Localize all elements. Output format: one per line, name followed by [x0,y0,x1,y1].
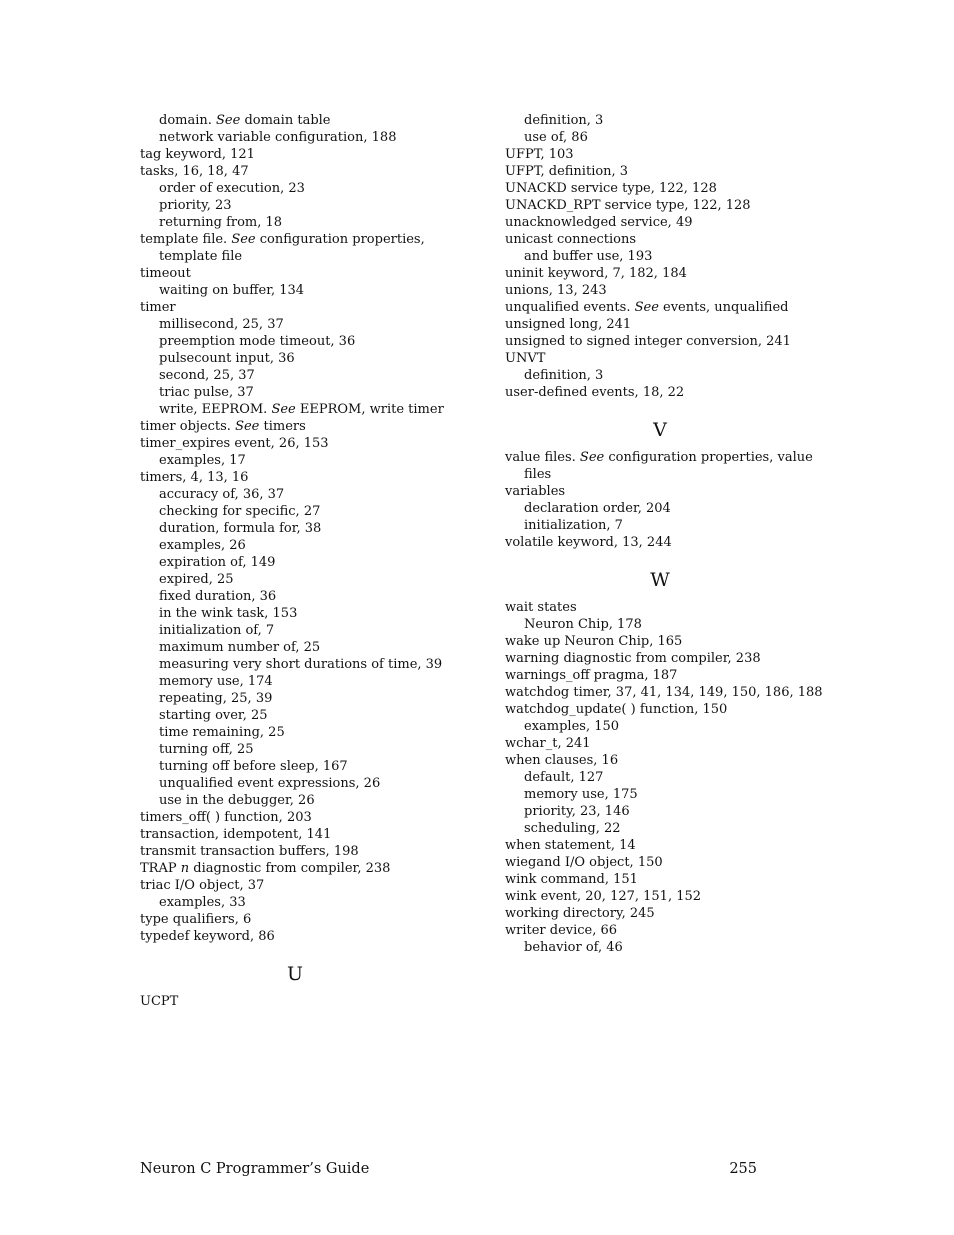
index-subentry: waiting on buffer, 134 [159,283,305,298]
entry-text: domain table [240,113,331,128]
see-reference: See [231,232,256,247]
entry-text: template file. [140,232,232,247]
index-subentry: millisecond, 25, 37 [159,317,284,332]
index-entry: timer [140,300,176,315]
footer-page-number: 255 [729,1161,757,1177]
index-subentry: use of, 86 [524,130,588,145]
index-entry: when clauses, 16 [505,753,619,768]
index-entry: wink command, 151 [505,872,638,887]
entry-text: TRAP [140,861,181,876]
index-entry: uninit keyword, 7, 182, 184 [505,266,687,281]
index-entry: wake up Neuron Chip, 165 [505,634,683,649]
index-subentry: default, 127 [524,770,604,785]
index-entry: UFPT, definition, 3 [505,164,629,179]
section-letter: V [653,419,667,441]
index-subentry: measuring very short durations of time, 39 [159,657,443,672]
index-subentry: returning from, 18 [159,215,283,230]
index-entry: timers, 4, 13, 16 [140,470,249,485]
index-entry: triac I/O object, 37 [140,878,265,893]
index-entry: UFPT, 103 [505,147,574,162]
index-column-left [140,112,470,1010]
index-subentry: checking for specific, 27 [159,504,321,519]
index-subentry: fixed duration, 36 [159,589,277,604]
index-subentry: definition, 3 [524,368,604,383]
index-entry [140,418,470,435]
index-column-right [505,112,845,956]
index-subentry: triac pulse, 37 [159,385,254,400]
index-subentry: use in the debugger, 26 [159,793,315,808]
index-subentry: repeating, 25, 39 [159,691,273,706]
index-subentry: turning off, 25 [159,742,254,757]
index-subentry: time remaining, 25 [159,725,285,740]
index-subentry: duration, formula for, 38 [159,521,322,536]
index-subentry: priority, 23, 146 [524,804,630,819]
index-entry: transaction, idempotent, 141 [140,827,332,842]
see-reference: See [271,402,296,417]
index-subentry: declaration order, 204 [524,501,671,516]
index-entry: writer device, 66 [505,923,618,938]
index-subentry: memory use, 174 [159,674,273,689]
index-entry: wiegand I/O object, 150 [505,855,663,870]
see-reference: See [216,113,241,128]
index-entry: wait states [505,600,577,615]
index-subentry: pulsecount input, 36 [159,351,295,366]
index-subentry: Neuron Chip, 178 [524,617,642,632]
entry-text: diagnostic from compiler, 238 [189,861,391,876]
index-entry: volatile keyword, 13, 244 [505,535,672,550]
see-reference: See [579,450,605,465]
index-entry: unsigned to signed integer conversion, 241 [505,334,791,349]
index-entry: UNACKD service type, 122, 128 [505,181,717,196]
index-entry: transmit transaction buffers, 198 [140,844,359,859]
index-entry [505,449,845,466]
index-subentry: initialization of, 7 [159,623,275,638]
entry-text: configuration properties, value [604,450,813,465]
index-subentry: order of execution, 23 [159,181,305,196]
index-entry: type qualifiers, 6 [140,912,252,927]
footer-book-title: Neuron C Programmer’s Guide [140,1161,370,1177]
index-subentry: examples, 26 [159,538,246,553]
entry-text: events, unqualified [658,300,789,315]
index-entry [140,231,470,248]
index-subentry: template file [159,249,243,264]
index-entry: UNVT [505,351,546,366]
section-letter: W [650,569,670,591]
index-entry: unsigned long, 241 [505,317,632,332]
index-entry: when statement, 14 [505,838,636,853]
index-entry: unicast connections [505,232,637,247]
index-entry: variables [505,484,566,499]
index-entry: timer_expires event, 26, 153 [140,436,329,451]
index-subentry: and buffer use, 193 [524,249,653,264]
index-entry: warning diagnostic from compiler, 238 [505,651,761,666]
index-entry: UCPT [140,994,179,1009]
index-subentry: scheduling, 22 [524,821,621,836]
section-letter: U [286,963,303,985]
entry-text: domain. [159,113,217,128]
index-subentry: in the wink task, 153 [159,606,298,621]
index-subentry: examples, 150 [524,719,620,734]
index-entry [505,299,845,316]
index-entry: watchdog timer, 37, 41, 134, 149, 150, 186, 188 [505,685,823,700]
index-subentry: starting over, 25 [159,708,268,723]
index-entry: typedef keyword, 86 [140,929,275,944]
index-entry: wink event, 20, 127, 151, 152 [505,889,702,904]
index-subentry: network variable configuration, 188 [159,130,397,145]
entry-text: timers [259,419,306,434]
index-subentry: examples, 33 [159,895,246,910]
index-subentry: second, 25, 37 [159,368,255,383]
index-entry: watchdog_update( ) function, 150 [505,702,728,717]
entry-text: configuration properties, [255,232,425,247]
index-subentry: accuracy of, 36, 37 [159,487,285,502]
index-subentry: expired, 25 [159,572,234,587]
index-subentry: definition, 3 [524,113,604,128]
index-subentry: turning off before sleep, 167 [159,759,348,774]
see-reference: See [634,300,659,315]
entry-text: timer objects. [140,419,236,434]
entry-text: EEPROM, write timer [295,402,444,417]
index-entry: unacknowledged service, 49 [505,215,693,230]
entry-text: unqualified events. [505,300,635,315]
index-subentry: initialization, 7 [524,518,623,533]
index-subentry: files [524,467,552,482]
index-entry: timeout [140,266,191,281]
see-reference: n [180,861,190,876]
index-entry [140,860,470,877]
index-subentry: unqualified event expressions, 26 [159,776,381,791]
index-entry: UNACKD_RPT service type, 122, 128 [505,198,751,213]
index-entry: user-defined events, 18, 22 [505,385,685,400]
index-entry: timers_off( ) function, 203 [140,810,312,825]
entry-text: value files. [505,450,580,465]
index-entry: unions, 13, 243 [505,283,607,298]
entry-text: write, EEPROM. [159,402,272,417]
index-subentry: preemption mode timeout, 36 [159,334,356,349]
index-entry: warnings_off pragma, 187 [505,668,678,683]
index-subentry: behavior of, 46 [524,940,623,955]
index-entry: wchar_t, 241 [505,736,591,751]
index-subentry [140,112,470,129]
index-subentry: examples, 17 [159,453,246,468]
index-subentry: expiration of, 149 [159,555,276,570]
index-entry: tag keyword, 121 [140,147,255,162]
see-reference: See [235,419,260,434]
index-subentry: memory use, 175 [524,787,638,802]
index-entry: working directory, 245 [505,906,655,921]
index-entry: tasks, 16, 18, 47 [140,164,249,179]
index-subentry: priority, 23 [159,198,232,213]
index-subentry [140,401,470,418]
index-subentry: maximum number of, 25 [159,640,321,655]
